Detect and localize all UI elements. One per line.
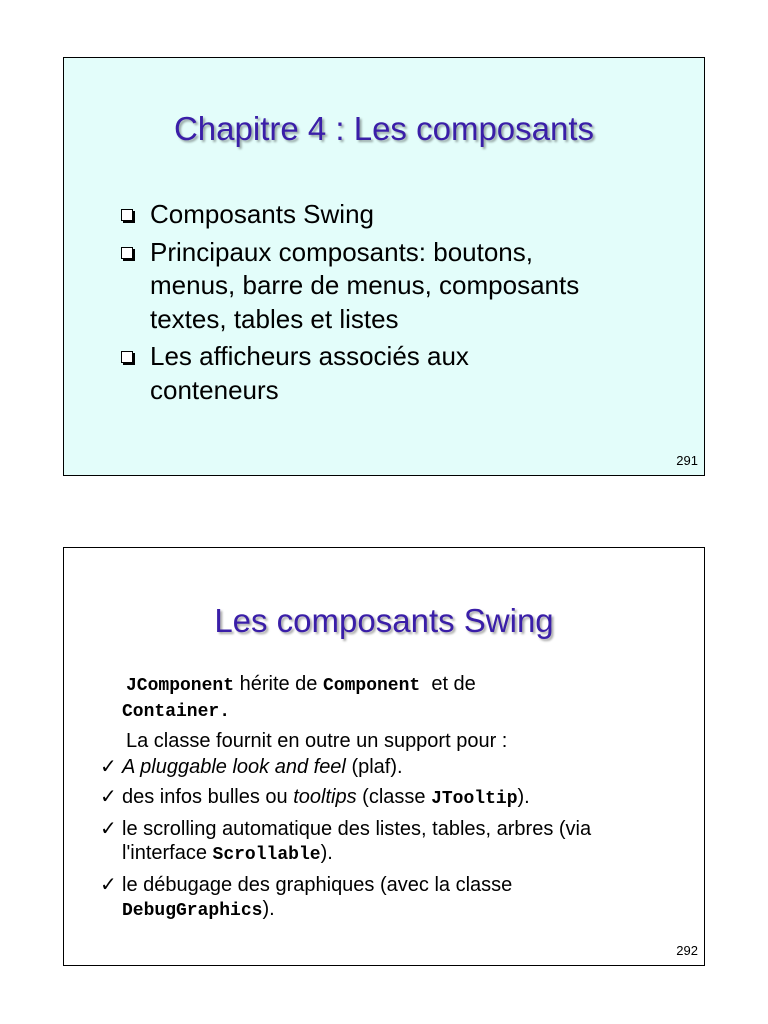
- list-item: [88, 817, 698, 867]
- intro-line: [88, 698, 698, 724]
- bullet-text: textes, tables et listes: [150, 303, 399, 334]
- slide-title: Chapitre 4 : Les composants: [173, 110, 595, 147]
- bullet-text: Principaux composants: boutons,: [150, 236, 533, 267]
- checkmark-icon: ✓: [100, 786, 117, 808]
- check-text: ).: [262, 898, 275, 920]
- check-text: (classe: [356, 786, 432, 808]
- bullet-list: [118, 198, 678, 411]
- list-item: [88, 755, 698, 779]
- check-text: ).: [517, 786, 530, 808]
- bullet-text: menus, barre de menus, composants: [150, 270, 580, 300]
- list-item: [118, 198, 678, 232]
- code-jtooltip: JTooltip: [431, 789, 518, 809]
- bullet-text: conteneurs: [150, 374, 279, 405]
- code-container: Container.: [122, 702, 231, 722]
- intro-text: et de: [420, 673, 476, 695]
- page-number: 291: [676, 453, 698, 468]
- check-text: le scrolling automatique des listes, tables, arbres (via: [122, 818, 592, 840]
- checkmark-icon: ✓: [100, 756, 117, 778]
- check-text: (plaf).: [345, 756, 403, 778]
- list-item: [118, 236, 678, 337]
- intro-text: hérite de: [234, 673, 323, 695]
- checkbox-bullet-icon: [121, 351, 133, 363]
- slide-292: [63, 547, 705, 966]
- checkbox-bullet-icon: [121, 209, 133, 221]
- slide-291: [63, 57, 705, 476]
- list-item: [88, 873, 698, 923]
- slide-title: Les composants Swing: [214, 602, 554, 639]
- check-text: le débugage des graphiques (avec la classe: [122, 874, 513, 896]
- bullet-text: Les afficheurs associés aux: [150, 341, 469, 371]
- checkmark-icon: ✓: [100, 818, 117, 840]
- check-list: [88, 755, 698, 923]
- checkbox-bullet-icon: [121, 247, 133, 259]
- support-text: La classe fournit en outre un support pour :: [126, 730, 508, 752]
- check-text: des infos bulles ou: [122, 786, 294, 808]
- code-component: Component: [322, 676, 421, 696]
- check-text: ).: [320, 842, 333, 864]
- code-jcomponent: JComponent: [126, 676, 235, 696]
- list-item: [88, 785, 698, 811]
- bullet-text: Composants Swing: [150, 199, 374, 229]
- checkmark-icon: ✓: [100, 874, 117, 896]
- list-item: [118, 340, 678, 407]
- check-text: A pluggable look and feel: [122, 756, 346, 778]
- page-number: 292: [676, 943, 698, 958]
- check-text: l'interface: [122, 842, 213, 864]
- check-text: tooltips: [293, 786, 357, 808]
- slide-body: [88, 672, 698, 929]
- code-scrollable: Scrollable: [212, 845, 321, 865]
- code-debuggraphics: DebugGraphics: [122, 901, 263, 921]
- intro-line: [88, 672, 698, 698]
